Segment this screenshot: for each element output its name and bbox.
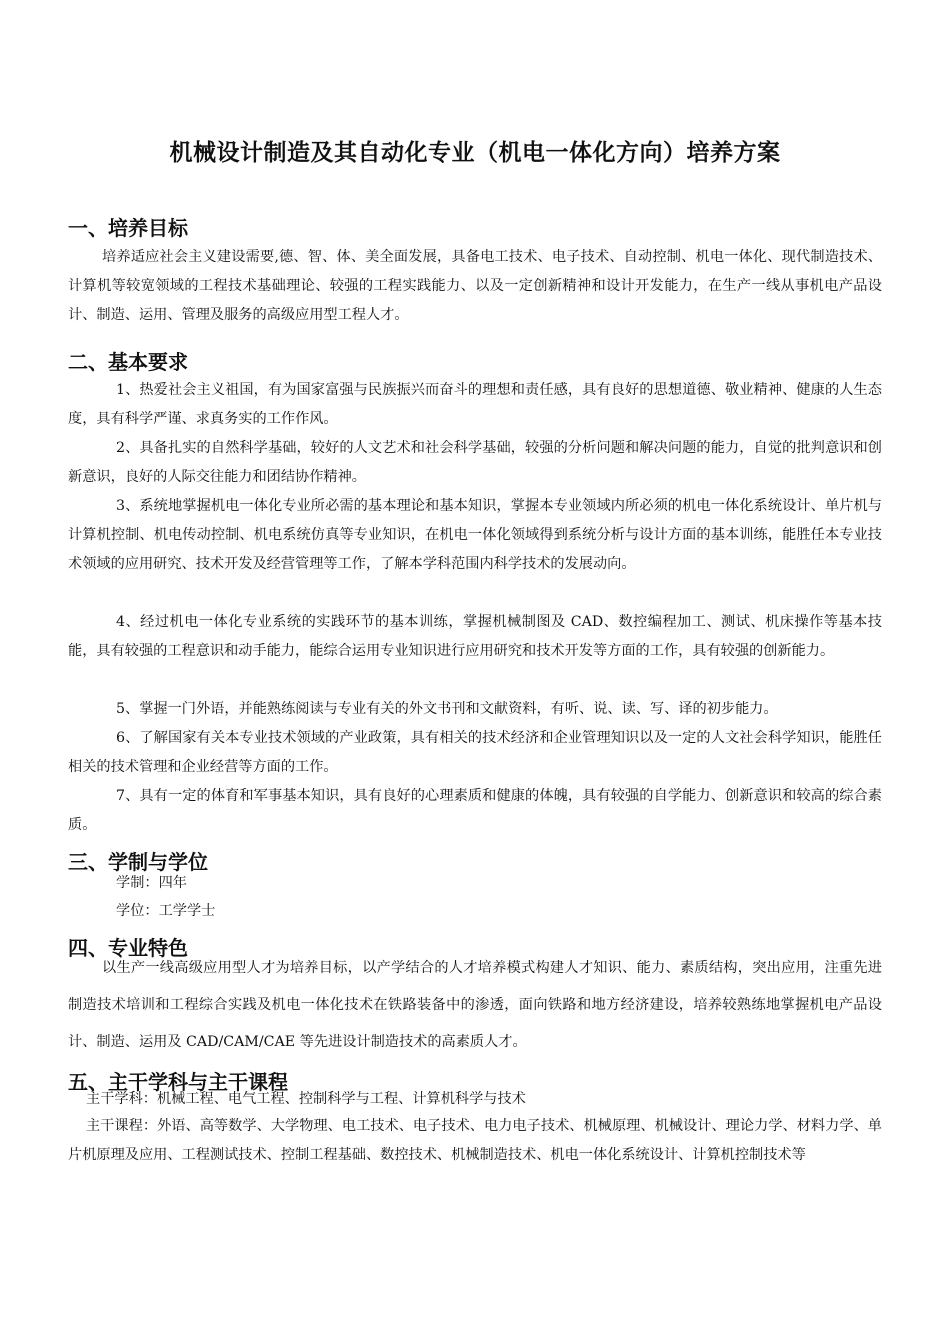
requirement-item-3: 3、系统地掌握机电一体化专业所必需的基本理论和基本知识，掌握本专业领域内所必须的机电一体化系统设计、单片机与计算机控制、机电传动控制、机电系统仿真等专业知识，在机电一体化领域得到系统分析与设计方面的基本训练，能胜任本专业技术领域的应用研究、技术开发及经营管理等工作，了解本学科范围内科学技术的发展动向。 [68,498,882,572]
requirement-item-7: 7、具有一定的体育和军事基本知识，具有良好的心理素质和健康的体魄，具有较强的自学能力、创新意识和较高的综合素质。 [68,788,882,833]
section-heading-degree: 三、学制与学位 [68,850,208,874]
requirement-item-2: 2、具备扎实的自然科学基础，较好的人文艺术和社会科学基础，较强的分析问题和解决问题的能力，自觉的批判意识和创新意识，良好的人际交往能力和团结协作精神。 [68,440,882,485]
goal-paragraph: 培养适应社会主义建设需要,德、智、体、美全面发展，具备电工技术、电子技术、自动控制、机电一体化、现代制造技术、计算机等较宽领域的工程技术基础理论、较强的工程实践能力、以及一定创新精神和设计开发能力，在生产一线从事机电产品设计、制造、运用、管理及服务的高级应用型工程人才。 [68,249,882,323]
section-heading-requirements: 二、基本要求 [68,350,188,374]
requirement-item-4: 4、经过机电一体化专业系统的实践环节的基本训练，掌握机械制图及 CAD、数控编程加工、测试、机床操作等基本技能，具有较强的工程意识和动手能力，能综合运用专业知识进行应用研究和技术开发等方面的工作，具有较强的创新能力。 [68,614,882,659]
requirement-item-6: 6、了解国家有关本专业技术领域的产业政策，具有相关的技术经济和企业管理知识以及一定的人文社会科学知识，能胜任相关的技术管理和企业经营等方面的工作。 [68,730,882,775]
features-paragraph: 以生产一线高级应用型人才为培养目标，以产学结合的人才培养模式构建人才知识、能力、素质结构，突出应用，注重先进制造技术培训和工程综合实践及机电一体化技术在铁路装备中的渗透，面向铁路和地方经济建设，培养较熟练地掌握机电产品设计、制造、运用及 CAD/CAM/CAE 等先进设计制造技术的高素质人才。 [68,960,882,1050]
degree-title: 学位：工学学士 [116,903,216,919]
requirement-item-5: 5、掌握一门外语，并能熟练阅读与专业有关的外文书刊和文献资料，有听、说、读、写、译的初步能力。 [116,701,778,717]
main-subjects: 主干学科：机械工程、电气工程、控制科学与工程、计算机科学与技术 [86,1091,526,1107]
requirement-item-1: 1、热爱社会主义祖国，有为国家富强与民族振兴而奋斗的理想和责任感，具有良好的思想道德、敬业精神、健康的人生态度，具有科学严谨、求真务实的工作作风。 [68,382,882,427]
section-heading-courses: 五、主干学科与主干课程 [68,1070,288,1094]
section-heading-features: 四、专业特色 [68,936,188,960]
page-title: 机械设计制造及其自动化专业（机电一体化方向）培养方案 [169,140,781,166]
section-heading-goal: 一、培养目标 [68,216,188,240]
main-courses: 主干课程：外语、高等数学、大学物理、电工技术、电子技术、电力电子技术、机械原理、机械设计、理论力学、材料力学、单片机原理及应用、工程测试技术、控制工程基础、数控技术、机械制造技术、机电一体化系统设计、计算机控制技术等 [68,1118,882,1163]
degree-duration: 学制：四年 [116,875,187,891]
